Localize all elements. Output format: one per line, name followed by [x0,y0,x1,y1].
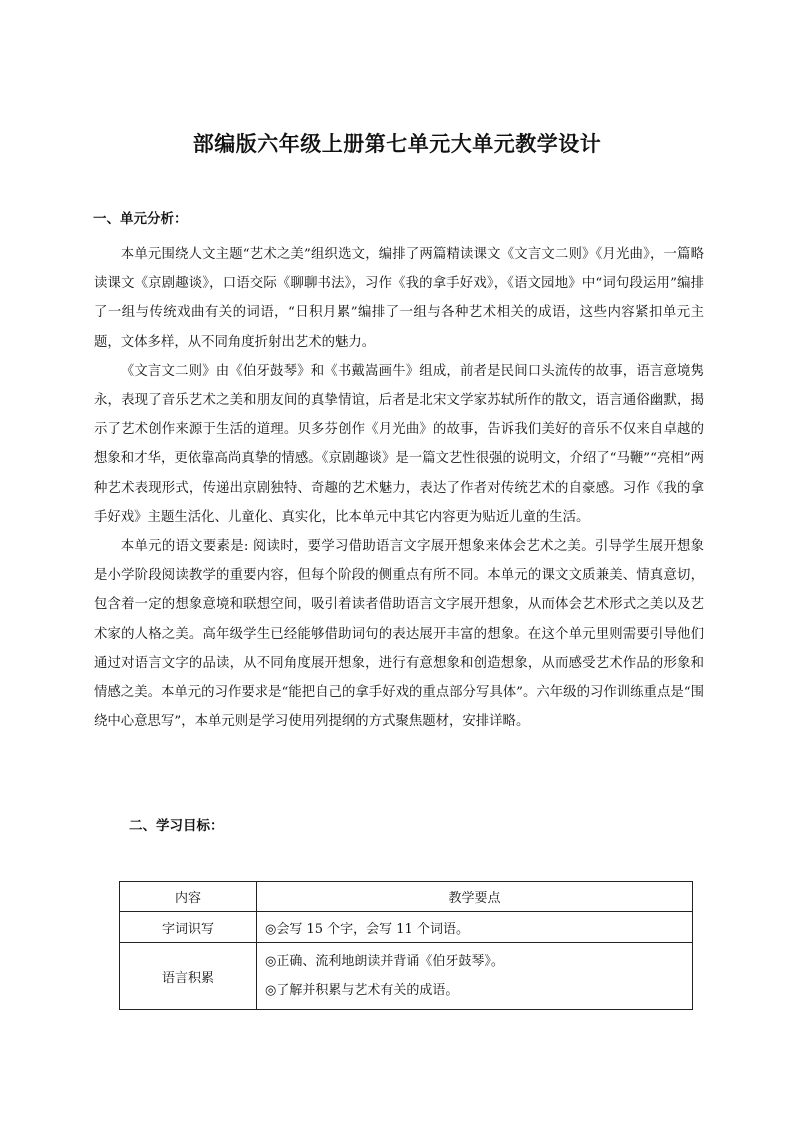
unit-analysis-body [94,240,704,736]
teaching-point: ◎正确、流利地朗读并背诵《伯牙鼓琴》。 [265,954,504,969]
table-cell-content: 语言积累 [120,943,257,1010]
document-title: 部编版六年级上册第七单元大单元教学设计 [192,132,602,156]
table-header-cell: 内容 [120,882,257,912]
table-cell-content: 字词识写 [120,912,257,943]
section-heading-learning-goals: 二、学习目标： [129,818,224,834]
paragraph: 《文言文二则》由《伯牙鼓琴》和《书戴嵩画牛》组成，前者是民间口头流传的故事，语言意境隽永，表现了音乐艺术之美和朋友间的真挚情谊，后者是北宋文学家苏轼所作的散文，语言通俗幽默，揭示了艺术创作来源于生活的道理。贝多芬创作《月光曲》的故事，告诉我们美好的音乐不仅来自卓越的想象和才华，更依靠高尚真挚的情感。《京剧趣谈》是一篇文艺性很强的说明文，介绍了“马鞭”“亮相”两种艺术表现形式，传递出京剧独特、奇趣的艺术魅力，表达了作者对传统艺术的自豪感。习作《我的拿手好戏》主题生活化、儿童化、真实化，比本单元中其它内容更为贴近儿童的生活。 [94,363,704,525]
paragraph: 本单元的语文要素是: 阅读时，要学习借助语言文字展开想象来体会艺术之美。引导学生展开想象是小学阶段阅读教学的重要内容，但每个阶段的侧重点有所不同。本单元的课文文质兼美、情真意切，包含着一定的想象意境和联想空间，吸引着读者借助语言文字展开想象，从而体会艺术形式之美以及艺术家的人格之美。高年级学生已经能够借助词句的表达展开丰富的想象。在这个单元里则需要引导他们通过对语言文字的品读，从不同角度展开想象，进行有意想象和创造想象，从而感受艺术作品的形象和情感之美。本单元的习作要求是“能把自己的拿手好戏的重点部分写具体”。六年级的习作训练重点是“围绕中心意思写”，本单元则是学习使用列提纲的方式聚焦题材，安排详略。 [94,539,704,730]
paragraph: 本单元围绕人文主题“艺术之美”组织选文，编排了两篇精读课文《文言文二则》《月光曲》，一篇略读课文《京剧趣谈》，口语交际《聊聊书法》，习作《我的拿手好戏》，《语文园地》中“词句段运用”编排了一组与传统戏曲有关的词语，“日积月累”编排了一组与各种艺术相关的成语，这些内容紧扣单元主题，文体多样，从不同角度折射出艺术的魅力。 [94,247,704,350]
table-row [120,912,693,943]
table-header-row [120,882,693,912]
section-heading-unit-analysis: 一、单元分析： [93,211,188,227]
table-header-cell: 教学要点 [257,882,693,912]
table-cell-points: ◎会写 15 个字，会写 11 个词语。 [257,912,693,943]
teaching-point: ◎了解并积累与艺术有关的成语。 [265,983,459,998]
learning-goals-table [119,881,693,1010]
table-cell-points [257,943,693,1010]
table-row [120,943,693,1010]
